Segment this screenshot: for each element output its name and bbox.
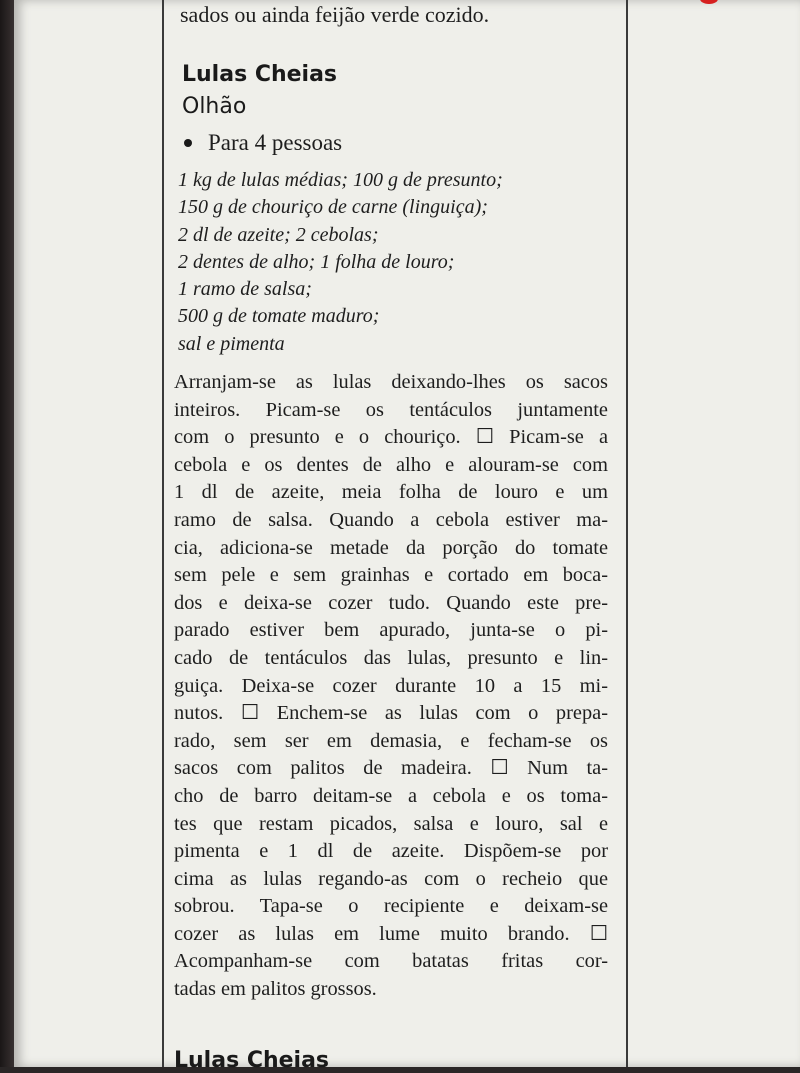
method-line: cima as lulas regando-as com o recheio que	[174, 867, 608, 890]
method-line: cado de tentáculos das lulas, presunto e lin-	[174, 646, 608, 669]
method-line: sem pele e sem grainhas e cortado em boca-	[174, 564, 608, 587]
serves-text: Para 4 pessoas	[208, 130, 343, 155]
method-line: guiça. Deixa-se cozer durante 10 a 15 mi-	[174, 674, 608, 697]
carryover-line: sados ou ainda feijão verde cozido.	[180, 2, 490, 27]
method-line: ramo de salsa. Quando a cebola estiver ma-	[174, 508, 608, 531]
method-line: pimenta e 1 dl de azeite. Dispõem-se por	[174, 840, 608, 863]
next-recipe-title: Lulas Cheias	[174, 1048, 330, 1073]
ingredient-line: 2 dl de azeite; 2 cebolas;	[178, 223, 379, 246]
method-line: 1 dl de azeite, meia folha de louro e um	[174, 481, 608, 504]
method-line: cebola e os dentes de alho e alouram-se com	[174, 453, 608, 476]
recipe-title: Lulas Cheias	[182, 62, 338, 87]
ingredient-line: 500 g de tomate maduro;	[178, 305, 380, 328]
method-line: com o presunto e o chouriço. ☐ Picam-se a	[174, 426, 608, 449]
method-line: cozer as lulas em lume muito brando. ☐	[174, 922, 608, 945]
method-line: sobrou. Tapa-se o recipiente e deixam-se	[174, 895, 608, 918]
method-line: cia, adiciona-se metade da porção do tomate	[174, 536, 608, 559]
method-line: parado estiver bem apurado, junta-se o pi-	[174, 619, 608, 642]
ingredients-list	[178, 167, 503, 358]
method-line: sacos com palitos de madeira. ☐ Num ta-	[174, 757, 608, 780]
ingredient-line: 2 dentes de alho; 1 folha de louro;	[178, 250, 455, 273]
bullet-icon	[184, 139, 192, 147]
method-line: rado, sem ser em demasia, e fecham-se os	[174, 729, 608, 752]
method-line: nutos. ☐ Enchem-se as lulas com o prepa-	[174, 702, 608, 725]
ingredient-line: 1 kg de lulas médias; 100 g de presunto;	[178, 169, 503, 191]
ingredient-line: 150 g de chouriço de carne (linguiça);	[178, 196, 488, 219]
method-line: dos e deixa-se cozer tudo. Quando este pre-	[174, 591, 608, 614]
ingredient-line: sal e pimenta	[178, 332, 285, 355]
method-line: tes que restam picados, salsa e louro, sal e	[174, 812, 608, 835]
recipe-region: Olhão	[182, 94, 247, 119]
method-line: Arranjam-se as lulas deixando-lhes os sacos	[174, 371, 608, 393]
method-line: tadas em palitos grossos.	[174, 978, 377, 1001]
column-rule-right	[626, 0, 628, 1067]
ingredient-line: 1 ramo de salsa;	[178, 278, 312, 301]
method-line: inteiros. Picam-se os tentáculos juntamente	[174, 398, 608, 421]
method-line: cho de barro deitam-se a cebola e os toma-	[174, 784, 608, 807]
column-rule-left	[162, 0, 164, 1067]
method-text	[174, 369, 608, 1004]
recipe-serves	[182, 129, 342, 157]
method-line: Acompanham-se com batatas fritas cor-	[174, 950, 608, 973]
